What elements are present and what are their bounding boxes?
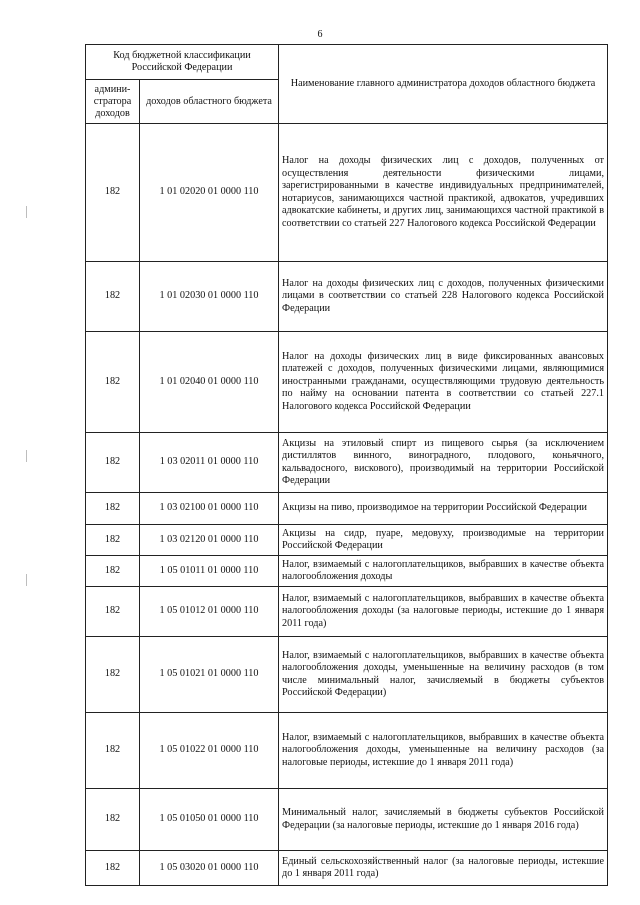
table-row	[86, 433, 608, 493]
admin-code-cell: 182	[86, 556, 140, 587]
table-row	[86, 637, 608, 713]
admin-code-cell: 182	[86, 493, 140, 525]
table-row	[86, 587, 608, 637]
admin-code-cell: 182	[86, 851, 140, 886]
income-name-cell: Налог, взимаемый с налогоплательщиков, выбравших в качестве объекта налогообложения доходы (за налоговые периоды, истекшие до 1 января 2011 года)	[279, 587, 608, 637]
admin-code-cell: 182	[86, 789, 140, 851]
admin-code-cell: 182	[86, 637, 140, 713]
income-name-cell: Налог на доходы физических лиц с доходов, полученных физическими лицами в соответствии со статьей 228 Налогового кодекса Российской Федерации	[279, 262, 608, 332]
admin-code-cell: 182	[86, 713, 140, 789]
table-row	[86, 851, 608, 886]
income-name-cell: Акцизы на сидр, пуаре, медовуху, производимые на территории Российской Федерации	[279, 525, 608, 556]
admin-code-cell: 182	[86, 525, 140, 556]
header-classification-code: Код бюджетной классификации Российской Федерации	[86, 45, 279, 80]
income-name-cell: Налог на доходы физических лиц с доходов, полученных от осуществления деятельности физическими лицами, зарегистрированными в качестве индивидуальных предпринимателей, нотариусов, занимающихся частной практикой, адвокатов, учредивших адвокатские кабинеты, и других лиц, занимающихся частной практикой в соответствии со статьей 227 Налогового кодекса Российской Федерации	[279, 124, 608, 262]
income-code-cell: 1 05 01050 01 0000 110	[140, 789, 279, 851]
header-admin-code: админи-стратора доходов	[86, 80, 140, 124]
income-code-cell: 1 05 01012 01 0000 110	[140, 587, 279, 637]
income-code-cell: 1 01 02030 01 0000 110	[140, 262, 279, 332]
admin-code-cell: 182	[86, 433, 140, 493]
table-row	[86, 713, 608, 789]
income-name-cell: Налог на доходы физических лиц в виде фиксированных авансовых платежей с доходов, полученных физическими лицами, являющимися иностранными гражданами, осуществляющими трудовую деятельность по найму на основании патента в соответствии со статьей 227.1 Налогового кодекса Российской Федерации	[279, 332, 608, 433]
income-name-cell: Акцизы на этиловый спирт из пищевого сырья (за исключением дистиллятов винного, виноградного, плодового, коньячного, кальвадосного, вискового), производимый на территории Российской Федерации	[279, 433, 608, 493]
income-name-cell: Единый сельскохозяйственный налог (за налоговые периоды, истекшие до 1 января 2011 года)	[279, 851, 608, 886]
table-row	[86, 493, 608, 525]
income-code-cell: 1 03 02011 01 0000 110	[140, 433, 279, 493]
header-administrator-name: Наименование главного администратора доходов областного бюджета	[279, 45, 608, 124]
income-code-cell: 1 01 02040 01 0000 110	[140, 332, 279, 433]
income-name-cell: Налог, взимаемый с налогоплательщиков, выбравших в качестве объекта налогообложения доходы, уменьшенные на величину расходов (за налоговые периоды, истекшие до 1 января 2011 года)	[279, 713, 608, 789]
income-code-cell: 1 05 01021 01 0000 110	[140, 637, 279, 713]
income-code-cell: 1 01 02020 01 0000 110	[140, 124, 279, 262]
margin-mark	[26, 574, 27, 586]
income-code-cell: 1 03 02120 01 0000 110	[140, 525, 279, 556]
admin-code-cell: 182	[86, 587, 140, 637]
admin-code-cell: 182	[86, 124, 140, 262]
table-row	[86, 556, 608, 587]
income-name-cell: Минимальный налог, зачисляемый в бюджеты субъектов Российской Федерации (за налоговые периоды, истекшие до 1 января 2016 года)	[279, 789, 608, 851]
margin-mark	[26, 206, 27, 218]
table-row	[86, 332, 608, 433]
income-name-cell: Налог, взимаемый с налогоплательщиков, выбравших в качестве объекта налогообложения доходы, уменьшенные на величину расходов (в том числе минимальный налог, зачисляемый в бюджеты субъектов Российской Федерации)	[279, 637, 608, 713]
table-row	[86, 789, 608, 851]
budget-classification-table	[85, 44, 608, 886]
margin-mark	[26, 450, 27, 462]
income-code-cell: 1 03 02100 01 0000 110	[140, 493, 279, 525]
header-income-code: доходов областного бюджета	[140, 80, 279, 124]
admin-code-cell: 182	[86, 262, 140, 332]
table-row	[86, 124, 608, 262]
income-name-cell: Налог, взимаемый с налогоплательщиков, выбравших в качестве объекта налогообложения доходы	[279, 556, 608, 587]
table-row	[86, 262, 608, 332]
income-code-cell: 1 05 01011 01 0000 110	[140, 556, 279, 587]
page-number: 6	[317, 29, 323, 40]
income-code-cell: 1 05 01022 01 0000 110	[140, 713, 279, 789]
income-code-cell: 1 05 03020 01 0000 110	[140, 851, 279, 886]
table-row	[86, 525, 608, 556]
income-name-cell: Акцизы на пиво, производимое на территории Российской Федерации	[279, 493, 608, 525]
admin-code-cell: 182	[86, 332, 140, 433]
